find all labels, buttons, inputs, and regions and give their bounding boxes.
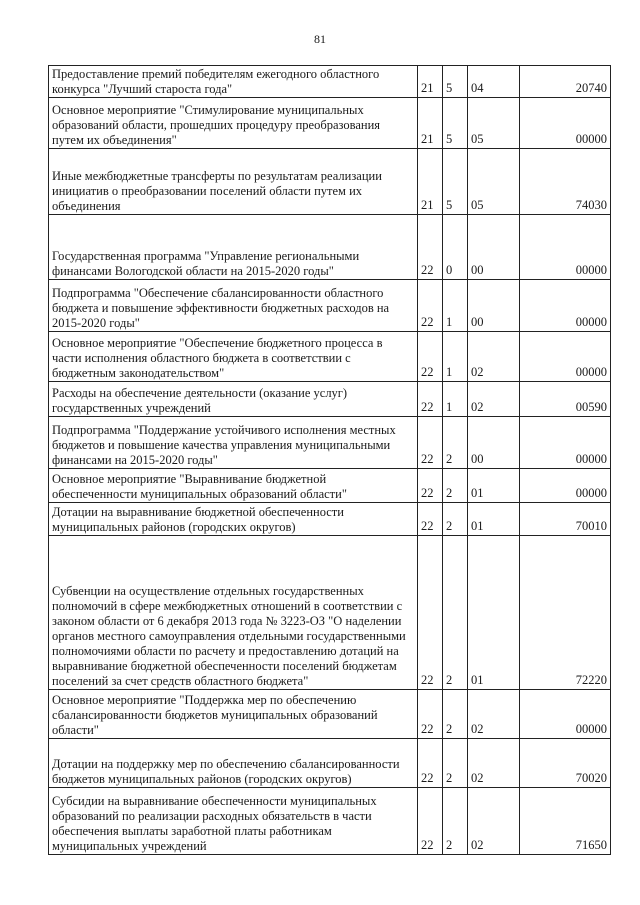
row-activity-code [468,382,520,417]
row-description-text: Иные межбюджетные трансферты по результатам реализации инициатив о преобразовании поселений области путем их объединения [52,169,382,213]
table-row [49,536,611,690]
row-subsection-code [443,280,468,332]
row-expense-code-text: 70020 [575,771,607,785]
row-activity-code [468,66,520,98]
table-row [49,280,611,332]
row-subsection-code [443,788,468,855]
row-expense-code [520,417,611,469]
row-description [49,788,418,855]
page-number: 81 [314,32,326,46]
row-description-text: Основное мероприятие "Стимулирование муниципальных образований области, прошедших процедуру преобразования путем их объединения" [52,103,381,147]
row-description-text: Субвенции на осуществление отдельных государственных полномочий в сфере межбюджетных отношений в соответствии с законом области от 6 декабря 2013 года № 3223-ОЗ "О наделении органов местного самоуправления отдельными государственными полномочиями области по расчету и предоставлению дотаций на выравнивание бюджетной обеспеченности поселений бюджетам поселений за счет средств областного бюджета" [52,584,406,688]
row-expense-code [520,382,611,417]
row-description [49,417,418,469]
row-description [49,536,418,690]
row-description-text: Дотации на выравнивание бюджетной обеспеченности муниципальных районов (городских округов) [52,505,344,534]
row-description-text: Предоставление премий победителям ежегодного областного конкурса "Лучший староста года" [52,67,380,96]
row-expense-code [520,690,611,739]
row-expense-code-text: 00000 [575,263,607,277]
row-expense-code-text: 00000 [575,486,607,500]
table-row [49,66,611,98]
row-subsection-code-text: 1 [446,365,453,379]
row-subsection-code-text: 1 [446,400,453,414]
row-expense-code-text: 00000 [575,315,607,329]
row-description-text: Субсидии на выравнивание обеспеченности муниципальных образований по реализации расходных обязательств в части обеспечения выплаты заработной платы работникам муниципальных учреждений [52,794,377,853]
row-section-code-text: 22 [421,263,434,277]
row-description [49,382,418,417]
row-description [49,739,418,788]
row-description-text: Подпрограмма "Поддержание устойчивого исполнения местных бюджетов и повышение качества управления муниципальными финансами на 2015-2020 годы" [52,423,396,467]
row-subsection-code [443,417,468,469]
row-subsection-code [443,98,468,149]
row-subsection-code [443,332,468,382]
table-row [49,788,611,855]
row-description-text: Основное мероприятие "Выравнивание бюджетной обеспеченности муниципальных образований области" [52,472,347,501]
table-row [49,417,611,469]
table-row [49,98,611,149]
row-section-code-text: 22 [421,486,434,500]
row-subsection-code-text: 5 [446,81,453,95]
row-description [49,280,418,332]
row-expense-code-text: 70010 [575,519,607,533]
row-subsection-code-text: 2 [446,486,453,500]
row-expense-code-text: 00000 [575,132,607,146]
row-subsection-code-text: 2 [446,673,453,687]
row-expense-code-text: 72220 [575,673,607,687]
row-expense-code [520,536,611,690]
row-subsection-code [443,739,468,788]
row-section-code [418,149,443,215]
row-description [49,690,418,739]
row-description [49,215,418,280]
row-subsection-code-text: 5 [446,132,453,146]
table-row [49,382,611,417]
table-row [49,469,611,503]
row-activity-code-text: 01 [471,673,484,687]
row-activity-code [468,417,520,469]
row-activity-code [468,149,520,215]
row-description [49,149,418,215]
table-row [49,149,611,215]
row-section-code [418,215,443,280]
row-subsection-code [443,536,468,690]
row-expense-code [520,332,611,382]
row-activity-code-text: 05 [471,198,484,212]
row-expense-code [520,788,611,855]
row-expense-code [520,66,611,98]
row-expense-code [520,280,611,332]
row-activity-code [468,788,520,855]
row-expense-code [520,215,611,280]
row-section-code-text: 22 [421,722,434,736]
row-subsection-code [443,503,468,536]
row-expense-code-text: 71650 [575,838,607,852]
row-expense-code-text: 00000 [575,452,607,466]
row-activity-code [468,503,520,536]
row-activity-code [468,690,520,739]
row-section-code [418,536,443,690]
row-section-code-text: 21 [421,132,434,146]
row-section-code [418,332,443,382]
row-description-text: Подпрограмма "Обеспечение сбалансированности областного бюджета и повышение эффективности бюджетных расходов на 2015-2020 годы" [52,286,390,330]
row-subsection-code [443,215,468,280]
row-description [49,469,418,503]
row-description-text: Расходы на обеспечение деятельности (оказание услуг) государственных учреждений [52,386,348,415]
row-description [49,503,418,536]
row-section-code [418,98,443,149]
row-expense-code [520,469,611,503]
row-section-code-text: 22 [421,771,434,785]
row-section-code [418,690,443,739]
row-section-code [418,280,443,332]
row-activity-code-text: 02 [471,400,484,414]
row-description [49,66,418,98]
row-section-code-text: 22 [421,838,434,852]
row-subsection-code-text: 1 [446,315,453,329]
table-row [49,739,611,788]
row-expense-code-text: 74030 [575,198,607,212]
row-section-code-text: 21 [421,198,434,212]
row-activity-code [468,280,520,332]
row-activity-code [468,215,520,280]
row-activity-code [468,739,520,788]
table-row [49,332,611,382]
row-section-code-text: 22 [421,673,434,687]
row-subsection-code-text: 2 [446,771,453,785]
row-section-code-text: 22 [421,519,434,533]
row-expense-code [520,739,611,788]
row-expense-code-text: 00000 [575,722,607,736]
row-subsection-code-text: 2 [446,722,453,736]
row-expense-code-text: 00590 [575,400,607,414]
row-activity-code-text: 02 [471,365,484,379]
row-section-code [418,469,443,503]
row-section-code [418,382,443,417]
row-section-code [418,66,443,98]
row-activity-code [468,98,520,149]
row-subsection-code [443,690,468,739]
row-section-code-text: 22 [421,315,434,329]
row-activity-code-text: 02 [471,838,484,852]
row-subsection-code [443,382,468,417]
row-description [49,98,418,149]
row-description-text: Основное мероприятие "Поддержка мер по обеспечению сбалансированности бюджетов муниципальных образований области" [52,693,378,737]
row-section-code-text: 22 [421,400,434,414]
row-subsection-code-text: 2 [446,838,453,852]
row-activity-code-text: 02 [471,771,484,785]
row-expense-code-text: 20740 [575,81,607,95]
row-activity-code-text: 02 [471,722,484,736]
row-description-text: Дотации на поддержку мер по обеспечению сбалансированности бюджетов муниципальных районов (городских округов) [52,757,400,786]
row-section-code [418,788,443,855]
row-subsection-code-text: 2 [446,519,453,533]
row-expense-code [520,149,611,215]
row-section-code [418,417,443,469]
table-row [49,690,611,739]
row-activity-code-text: 00 [471,315,484,329]
row-expense-code-text: 00000 [575,365,607,379]
row-activity-code-text: 04 [471,81,484,95]
row-description-text: Государственная программа "Управление региональными финансами Вологодской области на 2015-2020 годы" [52,249,360,278]
budget-table [48,65,611,855]
row-subsection-code-text: 2 [446,452,453,466]
row-section-code [418,739,443,788]
row-subsection-code [443,149,468,215]
row-subsection-code-text: 5 [446,198,453,212]
row-activity-code-text: 00 [471,452,484,466]
row-subsection-code-text: 0 [446,263,453,277]
row-subsection-code [443,66,468,98]
row-expense-code [520,503,611,536]
row-activity-code [468,469,520,503]
row-activity-code [468,332,520,382]
row-activity-code [468,536,520,690]
row-subsection-code [443,469,468,503]
row-activity-code-text: 00 [471,263,484,277]
row-description-text: Основное мероприятие "Обеспечение бюджетного процесса в части исполнения областного бюджета в соответствии с бюджетным законодательством" [52,336,383,380]
table-row [49,503,611,536]
row-expense-code [520,98,611,149]
row-description [49,332,418,382]
row-section-code-text: 22 [421,365,434,379]
row-section-code [418,503,443,536]
row-activity-code-text: 01 [471,519,484,533]
row-section-code-text: 21 [421,81,434,95]
row-activity-code-text: 05 [471,132,484,146]
row-activity-code-text: 01 [471,486,484,500]
row-section-code-text: 22 [421,452,434,466]
table-row [49,215,611,280]
